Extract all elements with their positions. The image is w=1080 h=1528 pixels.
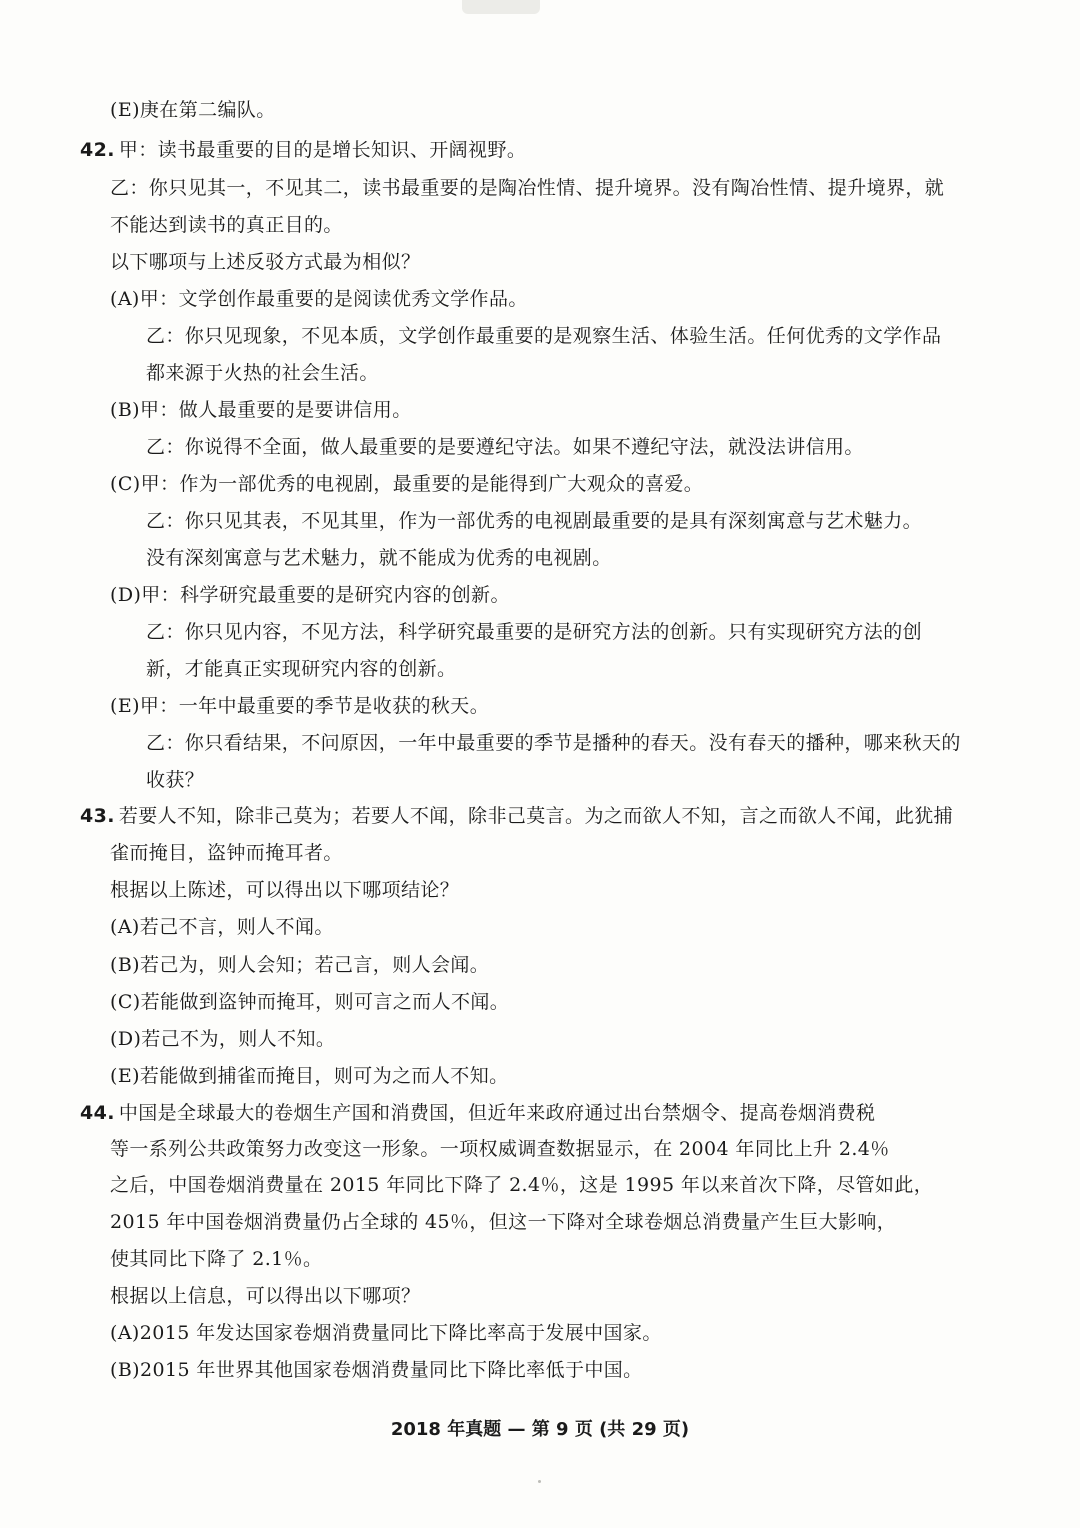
question-number: 42. (80, 139, 115, 161)
text-line: 乙：你只见内容，不见方法，科学研究最重要的是研究方法的创新。只有实现研究方法的创 (146, 621, 923, 643)
page-footer: 2018 年真题 — 第 9 页 (共 29 页) (390, 1419, 690, 1440)
text-line: 之后，中国卷烟消费量在 2015 年同比下降了 2.4％，这是 1995 年以来首次下降，尽管如此， (110, 1174, 934, 1196)
text-line: 2015 年中国卷烟消费量仍占全球的 45％，但这一下降对全球卷烟总消费量产生巨大影响， (110, 1211, 897, 1233)
option-b: (B)甲：做人最重要的是要讲信用。 (110, 399, 412, 421)
option-a: (A)甲：文学创作最重要的是阅读优秀文学作品。 (110, 288, 528, 310)
text-line: 都来源于火热的社会生活。 (146, 362, 379, 384)
text-line: 乙：你说得不全面，做人最重要的是要遵纪守法。如果不遵纪守法，就没法讲信用。 (146, 436, 864, 458)
question-prompt: 根据以上信息，可以得出以下哪项？ (110, 1285, 421, 1307)
text-line: 使其同比下降了 2.1％。 (110, 1248, 323, 1270)
text-line: 新，才能真正实现研究内容的创新。 (146, 658, 457, 680)
text-line: 乙：你只见其一，不见其二，读书最重要的是陶冶性情、提升境界。没有陶冶性情、提升境界，就 (110, 177, 945, 199)
question-number: 44. (80, 1102, 115, 1124)
option-c: (C)甲：作为一部优秀的电视剧，最重要的是能得到广大观众的喜爱。 (110, 473, 704, 495)
option-b: (B)2015 年世界其他国家卷烟消费量同比下降比率低于中国。 (110, 1359, 643, 1381)
text-line: (E)庚在第二编队。 (110, 99, 276, 121)
option-a: (A)若己不言，则人不闻。 (110, 916, 334, 938)
question-43-stem-line (80, 803, 953, 829)
scan-top-mark (462, 0, 540, 14)
option-e: (E)甲：一年中最重要的季节是收获的秋天。 (110, 695, 490, 717)
option-d: (D)甲：科学研究最重要的是研究内容的创新。 (110, 584, 510, 606)
option-a: (A)2015 年发达国家卷烟消费量同比下降比率高于发展中国家。 (110, 1322, 662, 1344)
option-e: (E)若能做到捕雀而掩目，则可为之而人不知。 (110, 1065, 509, 1087)
text-line: 乙：你只见现象，不见本质，文学创作最重要的是观察生活、体验生活。任何优秀的文学作品 (146, 325, 942, 347)
text-line: 收获？ (146, 769, 205, 791)
option-b: (B)若己为，则人会知；若己言，则人会闻。 (110, 954, 490, 976)
option-c: (C)若能做到盗钟而掩耳，则可言之而人不闻。 (110, 991, 510, 1013)
question-44-stem-line (80, 1100, 875, 1126)
question-42-stem-line (80, 137, 526, 163)
question-prompt: 以下哪项与上述反驳方式最为相似？ (110, 251, 421, 273)
question-text: 若要人不知，除非己莫为；若要人不闻，除非己莫言。为之而欲人不知，言之而欲人不闻，此犹捕 (118, 805, 954, 827)
scan-speck (538, 1480, 541, 1483)
question-text: 中国是全球最大的卷烟生产国和消费国，但近年来政府通过出台禁烟令、提高卷烟消费税 (118, 1102, 876, 1124)
question-number: 43. (80, 805, 115, 827)
text-line: 没有深刻寓意与艺术魅力，就不能成为优秀的电视剧。 (146, 547, 612, 569)
option-d: (D)若己不为，则人不知。 (110, 1028, 336, 1050)
question-prompt: 根据以上陈述，可以得出以下哪项结论？ (110, 879, 460, 901)
text-line: 不能达到读书的真正目的。 (110, 214, 343, 236)
text-line: 乙：你只见其表，不见其里，作为一部优秀的电视剧最重要的是具有深刻寓意与艺术魅力。 (146, 510, 923, 532)
text-line: 等一系列公共政策努力改变这一形象。一项权威调查数据显示，在 2004 年同比上升 2.4％ (110, 1138, 890, 1160)
question-text: 甲：读书最重要的目的是增长知识、开阔视野。 (118, 139, 527, 161)
text-line: 雀而掩目，盗钟而掩耳者。 (110, 842, 343, 864)
text-line: 乙：你只看结果，不问原因，一年中最重要的季节是播种的春天。没有春天的播种，哪来秋天的 (146, 732, 961, 754)
